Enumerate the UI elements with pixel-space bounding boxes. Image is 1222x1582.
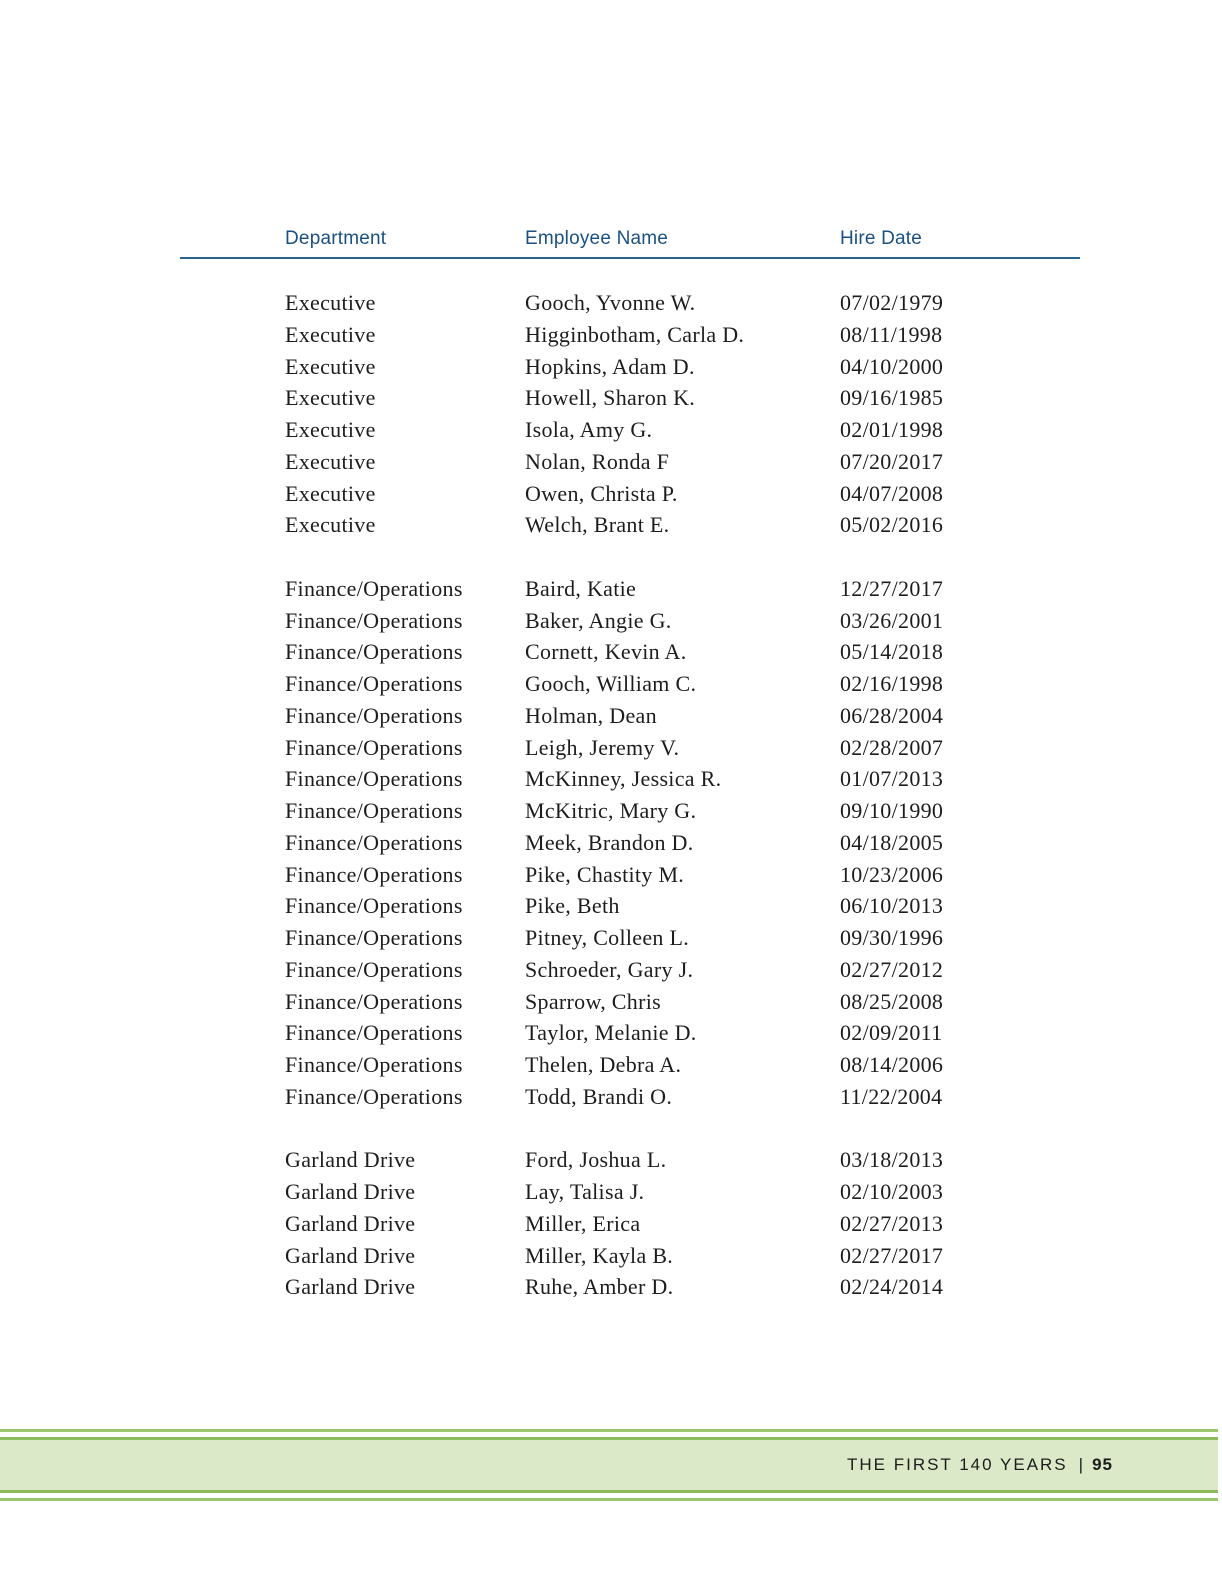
cell-department: Finance/Operations [285, 702, 463, 728]
cell-department: Garland Drive [285, 1210, 416, 1236]
cell-department: Finance/Operations [285, 766, 463, 792]
cell-employee-name: McKinney, Jessica R. [525, 766, 722, 792]
cell-department: Finance/Operations [285, 988, 463, 1014]
footer-band [0, 1437, 1218, 1493]
cell-employee-name: Schroeder, Gary J. [525, 956, 694, 982]
cell-department: Garland Drive [285, 1147, 416, 1173]
table-row [180, 1208, 1080, 1240]
cell-employee-name: Thelen, Debra A. [525, 1052, 682, 1077]
cell-department: Finance/Operations [285, 893, 463, 919]
cell-department: Finance/Operations [285, 1083, 463, 1109]
cell-hire-date: 03/26/2001 [840, 607, 944, 633]
table-header [180, 228, 1080, 254]
cell-hire-date: 02/10/2003 [840, 1179, 944, 1204]
cell-department: Garland Drive [285, 1274, 416, 1300]
cell-department: Garland Drive [285, 1242, 416, 1268]
cell-employee-name: Ford, Joshua L. [525, 1147, 667, 1173]
cell-hire-date: 01/07/2013 [840, 766, 944, 792]
column-header-hire-date: Hire Date [840, 228, 923, 249]
table-row [180, 827, 1080, 859]
cell-hire-date: 08/14/2006 [840, 1052, 944, 1077]
table-row [180, 446, 1080, 478]
table-row [180, 986, 1080, 1018]
footer-bottom-line [0, 1498, 1218, 1501]
cell-employee-name: Howell, Sharon K. [525, 385, 696, 411]
cell-hire-date: 04/18/2005 [840, 829, 944, 855]
cell-department: Finance/Operations [285, 925, 463, 950]
table-row [180, 1144, 1080, 1176]
cell-hire-date: 03/18/2013 [840, 1147, 944, 1173]
table-row [180, 414, 1080, 446]
column-header-department: Department [285, 228, 387, 249]
table-row [180, 859, 1080, 891]
cell-hire-date: 02/27/2013 [840, 1210, 944, 1236]
cell-employee-name: Leigh, Jeremy V. [525, 734, 680, 760]
cell-department: Executive [285, 321, 376, 347]
cell-employee-name: Baker, Angie G. [525, 607, 672, 633]
cell-hire-date: 09/10/1990 [840, 798, 944, 823]
cell-department: Finance/Operations [285, 639, 463, 665]
table-row [180, 1240, 1080, 1272]
cell-employee-name: Miller, Kayla B. [525, 1242, 674, 1268]
table-row [180, 732, 1080, 764]
cell-employee-name: Lay, Talisa J. [525, 1179, 645, 1204]
cell-department: Executive [285, 385, 376, 411]
cell-hire-date: 04/07/2008 [840, 480, 944, 506]
cell-department: Garland Drive [285, 1179, 416, 1204]
cell-department: Finance/Operations [285, 671, 463, 696]
cell-hire-date: 02/28/2007 [840, 734, 944, 760]
table-row [180, 795, 1080, 827]
cell-hire-date: 02/16/1998 [840, 671, 944, 696]
cell-hire-date: 02/01/1998 [840, 417, 944, 442]
cell-hire-date: 12/27/2017 [840, 575, 944, 601]
cell-employee-name: Baird, Katie [525, 575, 637, 601]
employee-table [180, 228, 1080, 1303]
table-row [180, 890, 1080, 922]
table-row [180, 1049, 1080, 1081]
cell-hire-date: 07/20/2017 [840, 448, 944, 474]
table-row [180, 922, 1080, 954]
column-header-employee-name: Employee Name [525, 228, 669, 249]
cell-hire-date: 07/02/1979 [840, 290, 944, 315]
cell-hire-date: 08/25/2008 [840, 988, 944, 1014]
cell-hire-date: 05/14/2018 [840, 639, 944, 665]
footer-divider: | [1078, 1455, 1084, 1474]
cell-hire-date: 11/22/2004 [840, 1083, 943, 1109]
cell-department: Finance/Operations [285, 798, 463, 823]
section-gap [180, 541, 1080, 573]
cell-employee-name: Higginbotham, Carla D. [525, 321, 745, 347]
table-row [180, 319, 1080, 351]
cell-department: Finance/Operations [285, 734, 463, 760]
cell-employee-name: Miller, Erica [525, 1210, 641, 1236]
cell-department: Executive [285, 512, 376, 538]
cell-department: Finance/Operations [285, 607, 463, 633]
cell-department: Executive [285, 448, 376, 474]
cell-hire-date: 02/09/2011 [840, 1020, 943, 1046]
cell-hire-date: 04/10/2000 [840, 353, 944, 379]
cell-department: Finance/Operations [285, 829, 463, 855]
table-row [180, 1176, 1080, 1208]
cell-department: Finance/Operations [285, 1020, 463, 1046]
cell-department: Executive [285, 290, 376, 315]
cell-employee-name: Sparrow, Chris [525, 988, 661, 1014]
cell-employee-name: Hopkins, Adam D. [525, 353, 695, 379]
cell-hire-date: 06/28/2004 [840, 702, 944, 728]
cell-department: Finance/Operations [285, 1052, 463, 1077]
table-row [180, 478, 1080, 510]
cell-employee-name: Holman, Dean [525, 702, 657, 728]
cell-employee-name: Ruhe, Amber D. [525, 1274, 674, 1300]
table-row [180, 605, 1080, 637]
table-row [180, 382, 1080, 414]
book-title: THE FIRST 140 YEARS [846, 1455, 1068, 1474]
cell-hire-date: 08/11/1998 [840, 321, 943, 347]
cell-department: Finance/Operations [285, 956, 463, 982]
cell-employee-name: Todd, Brandi O. [525, 1083, 673, 1109]
cell-department: Executive [285, 353, 376, 379]
footer-top-line [0, 1429, 1218, 1432]
cell-employee-name: Meek, Brandon D. [525, 829, 694, 855]
cell-employee-name: Pike, Beth [525, 893, 620, 919]
cell-hire-date: 02/24/2014 [840, 1274, 944, 1300]
cell-hire-date: 09/16/1985 [840, 385, 944, 411]
table-row [180, 636, 1080, 668]
cell-hire-date: 09/30/1996 [840, 925, 944, 950]
table-row [180, 509, 1080, 541]
table-row [180, 668, 1080, 700]
cell-department: Executive [285, 480, 376, 506]
table-row [180, 1017, 1080, 1049]
table-row [180, 700, 1080, 732]
table-row [180, 1081, 1080, 1113]
table-row [180, 763, 1080, 795]
cell-employee-name: Pitney, Colleen L. [525, 925, 690, 950]
section-gap [180, 1113, 1080, 1145]
cell-hire-date: 02/27/2017 [840, 1242, 944, 1268]
cell-employee-name: Gooch, Yvonne W. [525, 290, 696, 315]
cell-employee-name: Isola, Amy G. [525, 417, 653, 442]
table-body [180, 259, 1080, 1303]
cell-hire-date: 02/27/2012 [840, 956, 944, 982]
cell-employee-name: Welch, Brant E. [525, 512, 670, 538]
cell-department: Finance/Operations [285, 575, 463, 601]
cell-employee-name: Nolan, Ronda F [525, 448, 670, 474]
cell-hire-date: 05/02/2016 [840, 512, 944, 538]
cell-employee-name: Owen, Christa P. [525, 480, 678, 506]
cell-hire-date: 06/10/2013 [840, 893, 944, 919]
cell-department: Executive [285, 417, 376, 442]
cell-employee-name: McKitric, Mary G. [525, 798, 697, 823]
cell-department: Finance/Operations [285, 861, 463, 887]
cell-employee-name: Taylor, Melanie D. [525, 1020, 697, 1046]
cell-employee-name: Cornett, Kevin A. [525, 639, 687, 665]
table-row [180, 573, 1080, 605]
table-row [180, 954, 1080, 986]
table-row [180, 287, 1080, 319]
cell-employee-name: Pike, Chastity M. [525, 861, 685, 887]
table-row [180, 351, 1080, 383]
page-number: 95 [1092, 1455, 1113, 1474]
cell-hire-date: 10/23/2006 [840, 861, 944, 887]
table-row [180, 1271, 1080, 1303]
cell-employee-name: Gooch, William C. [525, 671, 697, 696]
